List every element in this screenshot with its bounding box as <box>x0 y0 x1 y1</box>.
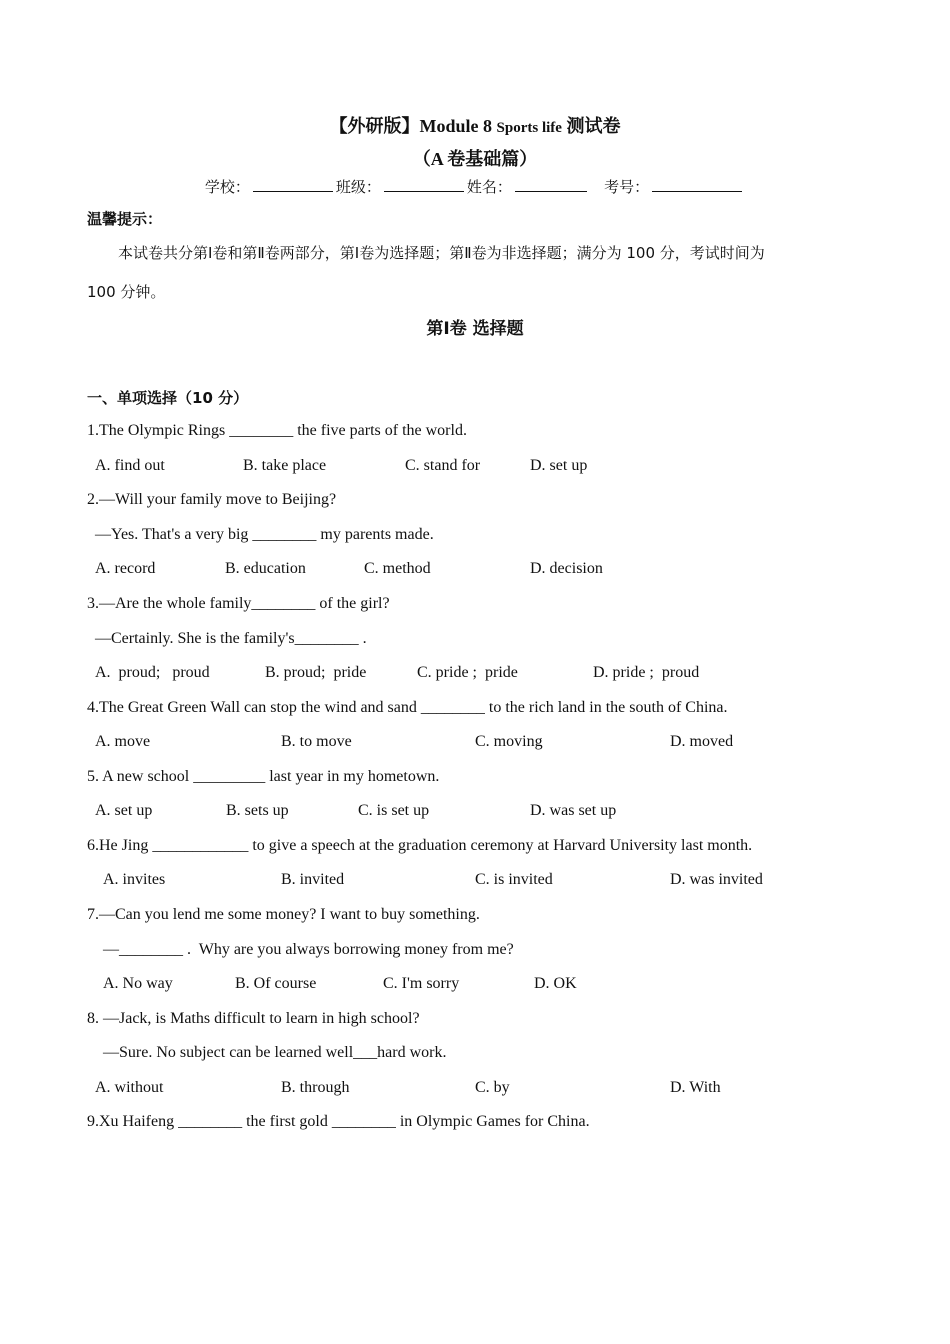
question-3-option-b[interactable]: B. proud; pride <box>265 664 367 681</box>
question-6-option-d[interactable]: D. was invited <box>670 871 763 888</box>
question-2-option-a[interactable]: A. record <box>95 560 156 577</box>
question-6-stem: 6.He Jing ____________ to give a speech at the graduation ceremony at Harvard University last month. <box>87 837 753 854</box>
question-8-option-d[interactable]: D. With <box>670 1079 721 1096</box>
question-4-option-d[interactable]: D. moved <box>670 733 734 750</box>
question-3-reply: —Certainly. She is the family's________ . <box>95 630 367 647</box>
question-2-stem: 2.—Will your family move to Beijing? <box>87 491 337 508</box>
question-8-option-b[interactable]: B. through <box>281 1079 350 1096</box>
school-field[interactable] <box>253 177 333 192</box>
question-5-option-c[interactable]: C. is set up <box>358 802 430 819</box>
student-info-line <box>0 176 950 197</box>
question-7-reply: —________ . Why are you always borrowing money from me? <box>103 941 514 958</box>
question-5-option-a[interactable]: A. set up <box>95 802 153 819</box>
question-7-option-b[interactable]: B. Of course <box>235 975 317 992</box>
name-label: 姓名： <box>466 178 512 196</box>
question-5-option-d[interactable]: D. was set up <box>530 802 617 819</box>
question-9-stem: 9.Xu Haifeng ________ the first gold ________ in Olympic Games for China. <box>87 1113 590 1130</box>
question-8-option-c[interactable]: C. by <box>475 1079 510 1096</box>
question-7-stem: 7.—Can you lend me some money? I want to buy something. <box>87 906 480 923</box>
class-label: 班级： <box>335 178 381 196</box>
question-6-option-b[interactable]: B. invited <box>281 871 345 888</box>
question-2-reply: —Yes. That's a very big ________ my parents made. <box>95 526 434 543</box>
question-3-option-a[interactable]: A. proud; proud <box>95 664 210 681</box>
title-mid: Sports life <box>496 120 562 136</box>
exam-title <box>0 112 950 138</box>
question-1-option-c[interactable]: C. stand for <box>405 457 481 474</box>
question-8-option-a[interactable]: A. without <box>95 1079 164 1096</box>
question-5-stem: 5. A new school _________ last year in my hometown. <box>87 768 440 785</box>
question-7-option-c[interactable]: C. I'm sorry <box>383 975 460 992</box>
question-3-option-c[interactable]: C. pride ; pride <box>417 664 518 681</box>
question-1-option-a[interactable]: A. find out <box>95 457 165 474</box>
part1-heading: 第Ⅰ卷 选择题 <box>426 319 524 339</box>
class-field[interactable] <box>384 177 464 192</box>
question-8-stem: 8. —Jack, is Maths difficult to learn in high school? <box>87 1010 420 1027</box>
question-4-option-a[interactable]: A. move <box>95 733 151 750</box>
question-1-stem: 1.The Olympic Rings ________ the five parts of the world. <box>87 422 467 439</box>
question-6-option-a[interactable]: A. invites <box>103 871 166 888</box>
title-prefix: 【外研版】Module 8 <box>329 116 497 136</box>
tips-line-2: 100 分钟。 <box>87 283 166 301</box>
question-4-stem: 4.The Great Green Wall can stop the wind and sand ________ to the rich land in the south of China. <box>87 699 728 716</box>
question-4-option-c[interactable]: C. moving <box>475 733 543 750</box>
question-7-option-a[interactable]: A. No way <box>103 975 173 992</box>
question-1-option-d[interactable]: D. set up <box>530 457 588 474</box>
id-label: 考号： <box>604 178 650 196</box>
tips-line-1: 本试卷共分第Ⅰ卷和第Ⅱ卷两部分，第Ⅰ卷为选择题；第Ⅱ卷为非选择题；满分为 100 分，考试时间为 <box>118 244 765 262</box>
question-2-option-b[interactable]: B. education <box>225 560 306 577</box>
name-field[interactable] <box>515 177 587 192</box>
id-field[interactable] <box>652 177 742 192</box>
title-suffix: 测试卷 <box>561 116 621 136</box>
question-1-option-b[interactable]: B. take place <box>243 457 327 474</box>
question-3-option-d[interactable]: D. pride ; proud <box>593 664 700 681</box>
question-2-option-d[interactable]: D. decision <box>530 560 603 577</box>
question-8-reply: —Sure. No subject can be learned well___hard work. <box>103 1044 447 1061</box>
exam-subtitle: （A 卷基础篇） <box>412 149 538 169</box>
tips-heading: 温馨提示： <box>87 210 163 228</box>
section1-heading: 一、单项选择（10 分） <box>87 389 249 407</box>
question-5-option-b[interactable]: B. sets up <box>226 802 289 819</box>
question-3-stem: 3.—Are the whole family________ of the girl? <box>87 595 390 612</box>
question-4-option-b[interactable]: B. to move <box>281 733 352 750</box>
question-7-option-d[interactable]: D. OK <box>534 975 577 992</box>
question-6-option-c[interactable]: C. is invited <box>475 871 553 888</box>
school-label: 学校： <box>204 178 250 196</box>
question-2-option-c[interactable]: C. method <box>364 560 431 577</box>
